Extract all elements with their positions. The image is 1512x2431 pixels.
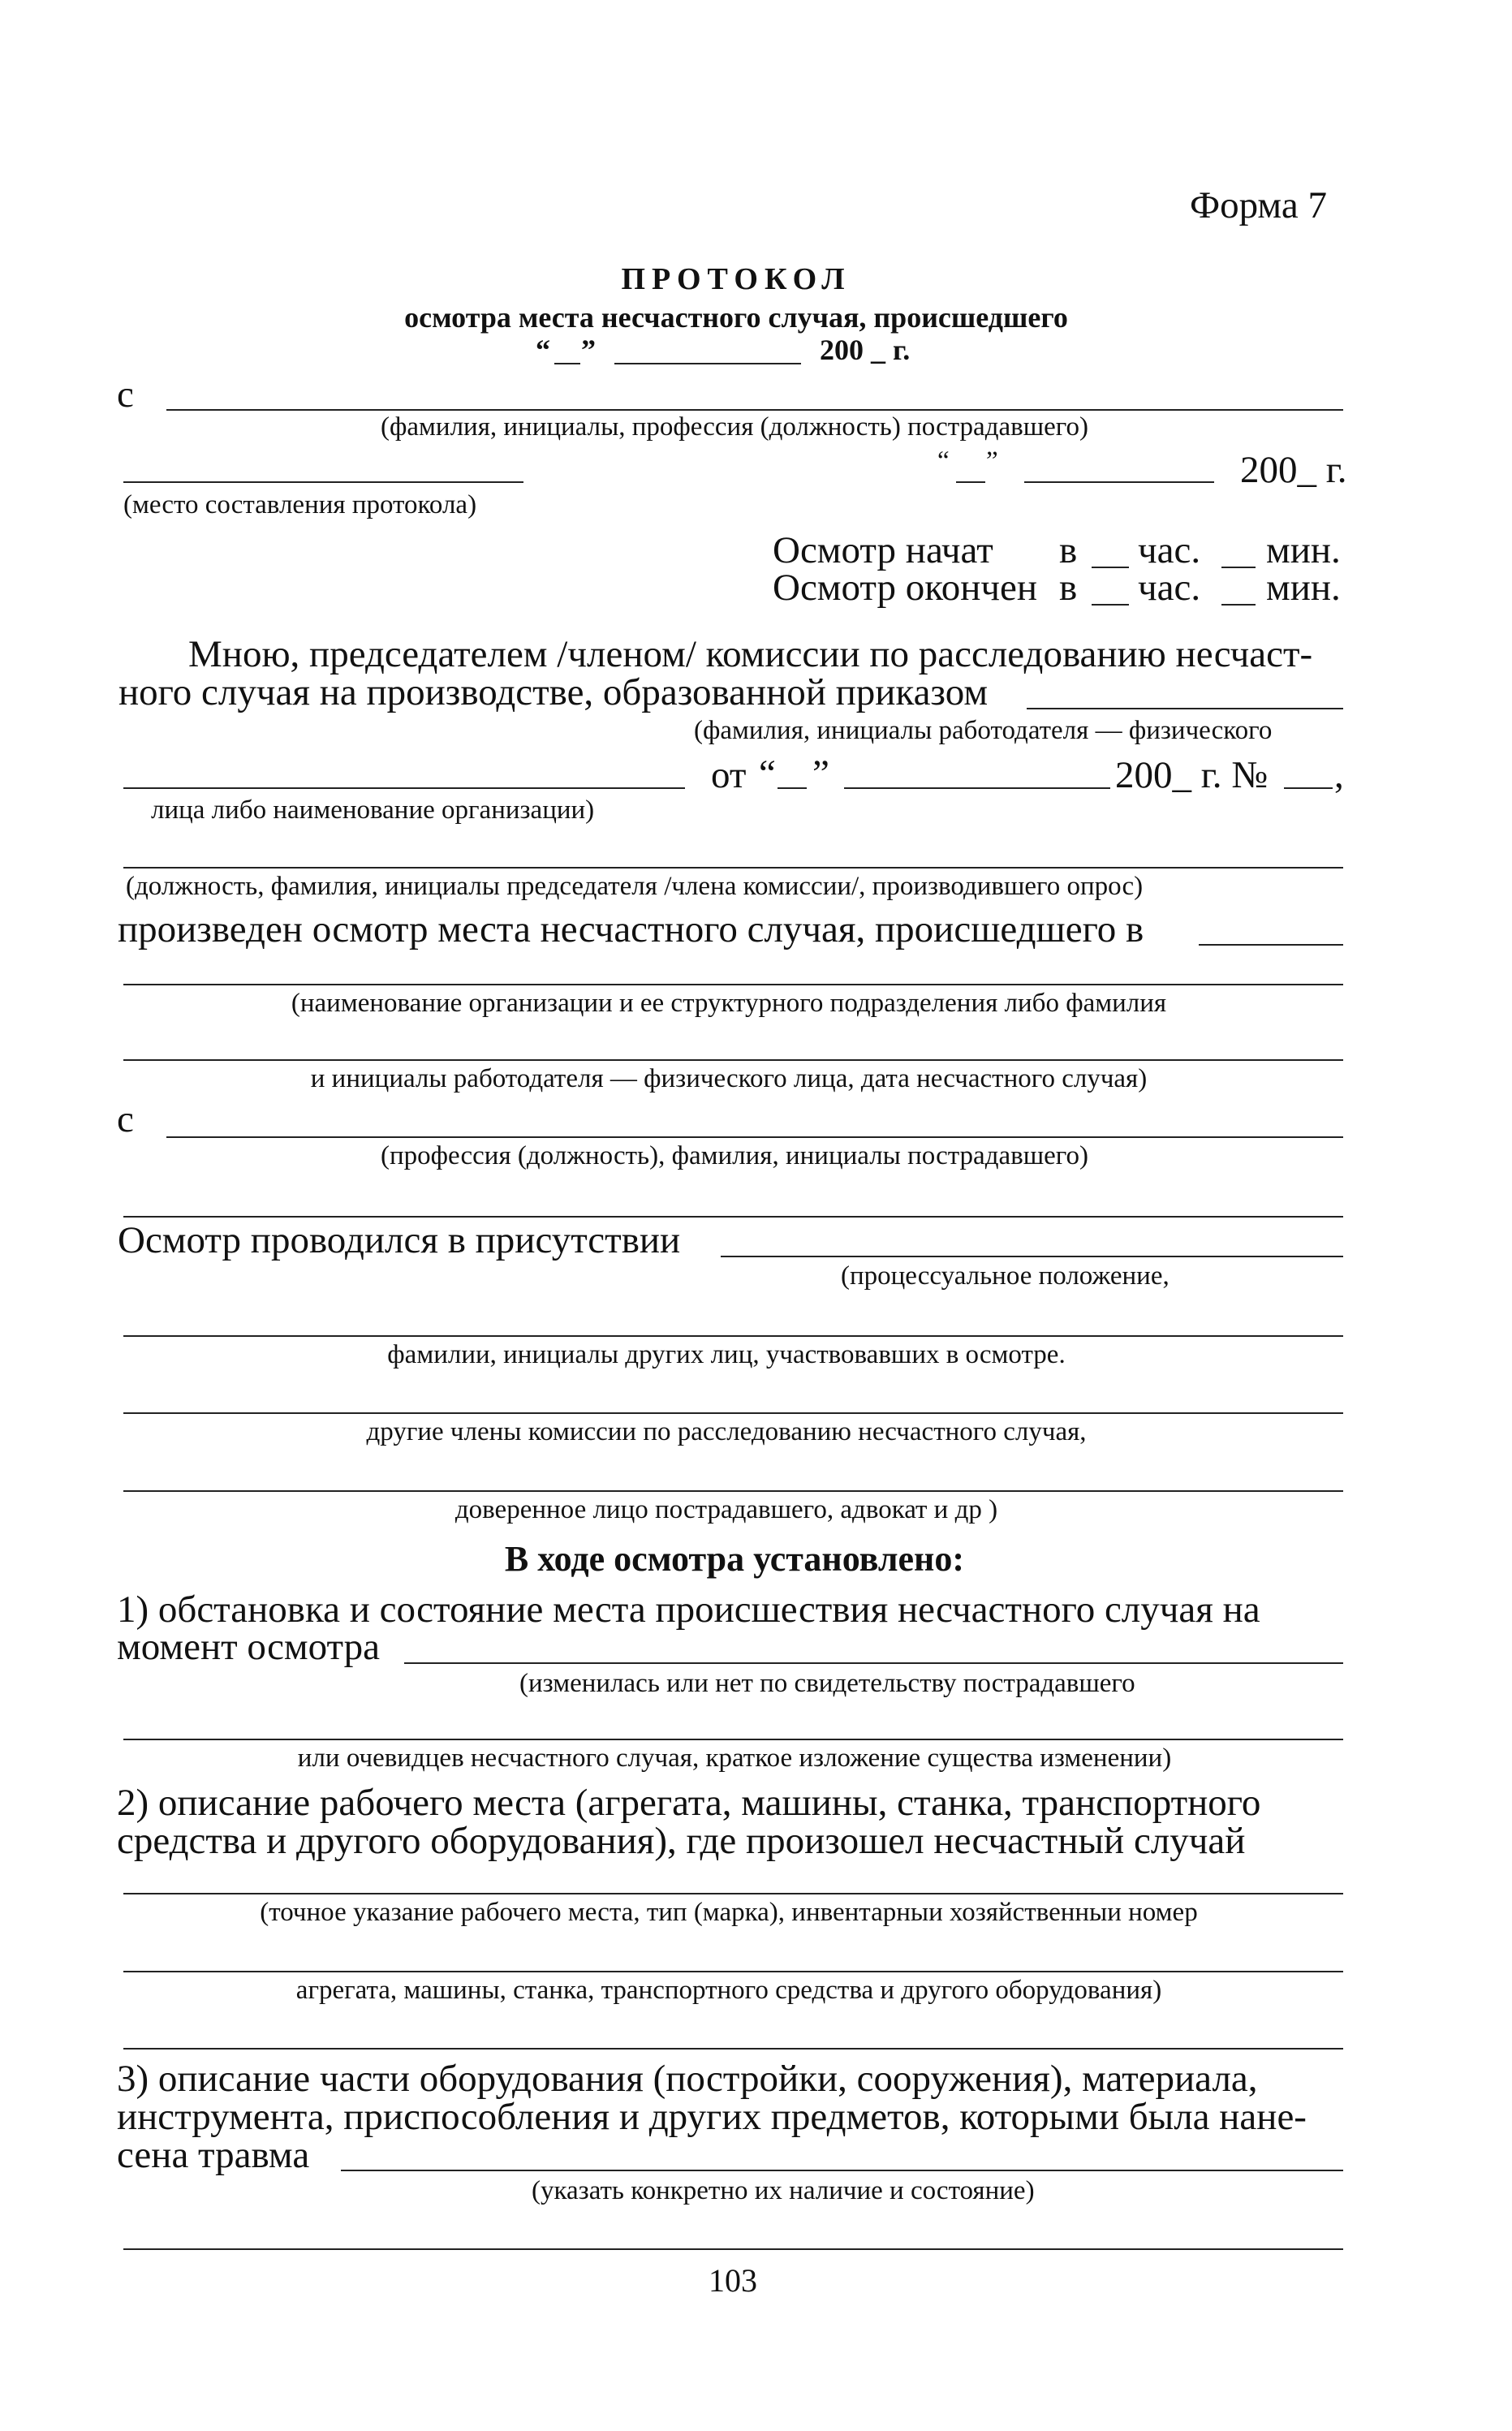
presence-blank3[interactable] xyxy=(123,1412,1343,1414)
start-minutes-label: мин. xyxy=(1266,529,1341,571)
hint-item2-a: (точное указание рабочего места, тип (марка), инвентарныи хозяйственныи номер xyxy=(260,1898,1198,1927)
end-hours-label: час. xyxy=(1138,567,1201,609)
hint-item3: (указать конкретно их наличие и состояние) xyxy=(532,2176,1035,2205)
hint-presence3: другие члены комиссии по расследованию несчастного случая, xyxy=(366,1417,1087,1446)
order-day-blank[interactable] xyxy=(778,787,807,789)
item2-line2: средства и другого оборудования), где произошел несчастный случай xyxy=(117,1820,1246,1862)
order-from: от xyxy=(711,754,747,796)
order-month-blank[interactable] xyxy=(844,787,1110,789)
order-number-blank[interactable] xyxy=(1284,787,1333,789)
performed-line: произведен осмотр места несчастного случая, происшедшего в xyxy=(118,908,1144,950)
item3-blank2[interactable] xyxy=(123,2248,1343,2250)
document-subtitle: осмотра места несчастного случая, происшедшего xyxy=(404,301,1068,334)
victim-blank2[interactable] xyxy=(166,1136,1343,1138)
item1-blank2[interactable] xyxy=(123,1739,1343,1740)
inspection-start-label: Осмотр начат xyxy=(773,529,993,571)
with-letter2: с xyxy=(117,1098,134,1140)
item3-line1: 3) описание части оборудования (постройки, сооружения), материала, xyxy=(117,2058,1258,2100)
date-year: 200 _ г. xyxy=(820,334,911,366)
employer-blank[interactable] xyxy=(123,787,685,789)
compile-day-blank[interactable] xyxy=(956,481,985,483)
compile-close-quote: ” xyxy=(986,446,998,476)
item1-blank[interactable] xyxy=(404,1662,1343,1664)
hint-presence4: доверенное лицо пострадавшего, адвокат и др ) xyxy=(454,1495,998,1524)
end-minutes-label: мин. xyxy=(1266,567,1341,609)
para1-line2: ного случая на производстве, образованной приказом xyxy=(118,671,989,713)
hint-item1-a: (изменилась или нет по свидетельству пострадавшего xyxy=(519,1669,1135,1698)
item3-line3: сена травма xyxy=(117,2134,310,2176)
start-at: в xyxy=(1059,529,1078,571)
hint-victim: (фамилия, инициалы, профессия (должность) пострадавшего) xyxy=(381,412,1088,442)
hint-employer2: лица либо наименование организации) xyxy=(151,795,595,825)
hint-item1-b: или очевидцев несчастного случая, краткое изложение существа изменении) xyxy=(297,1744,1172,1773)
performed-blank[interactable] xyxy=(1199,944,1343,946)
compile-month-blank[interactable] xyxy=(1024,481,1214,483)
inspection-end-label: Осмотр окончен xyxy=(773,567,1038,609)
hint-org2: и инициалы работодателя — физического лица, дата несчастного случая) xyxy=(310,1064,1148,1093)
hint-chairman: (должность, фамилия, инициалы председателя /члена комиссии/, производившего опрос) xyxy=(126,872,1144,901)
end-at: в xyxy=(1059,567,1078,609)
item1-line2: момент осмотра xyxy=(117,1626,381,1668)
para1-line1: Мною, председателем /членом/ комиссии по расследованию несчаст- xyxy=(188,633,1313,675)
presence-top-blank[interactable] xyxy=(123,1216,1343,1218)
start-hours-blank[interactable] xyxy=(1092,567,1129,568)
order-comma: , xyxy=(1334,754,1344,796)
item3-blank[interactable] xyxy=(341,2170,1343,2171)
hint-presence2: фамилии, инициалы других лиц, участвовавших в осмотре. xyxy=(387,1340,1066,1369)
item2-line1: 2) описание рабочего места (агрегата, машины, станка, транспортного xyxy=(117,1782,1261,1824)
date-close-quote: ” xyxy=(581,334,596,366)
document-title: ПРОТОКОЛ xyxy=(621,262,851,296)
hint-presence1: (процессуальное положение, xyxy=(841,1261,1170,1291)
hint-employer1: (фамилия, инициалы работодателя — физического xyxy=(694,716,1273,745)
start-hours-label: час. xyxy=(1138,529,1201,571)
item1-line1: 1) обстановка и состояние места происшествия несчастного случая на xyxy=(117,1588,1260,1631)
order-close-quote: ” xyxy=(812,752,829,795)
page-number: 103 xyxy=(709,2262,757,2299)
form-label: Форма 7 xyxy=(1190,184,1327,226)
date-open-quote: “ xyxy=(536,334,550,366)
presence-blank2[interactable] xyxy=(123,1335,1343,1337)
order-blank[interactable] xyxy=(1027,708,1343,709)
order-year: 200_ г. № xyxy=(1115,754,1269,796)
order-open-quote: “ xyxy=(759,752,776,795)
hint-item2-b: агрегата, машины, станка, транспортного средства и другого оборудования) xyxy=(295,1976,1162,2005)
presence-blank4[interactable] xyxy=(123,1490,1343,1492)
compile-year: 200_ г. xyxy=(1240,449,1347,491)
compile-open-quote: “ xyxy=(937,446,950,476)
chairman-blank[interactable] xyxy=(123,867,1343,869)
end-minutes-blank[interactable] xyxy=(1221,604,1256,606)
victim-blank[interactable] xyxy=(166,409,1343,411)
presence-blank[interactable] xyxy=(721,1256,1343,1257)
established-heading: В ходе осмотра установлено: xyxy=(504,1539,965,1579)
item2-blank3[interactable] xyxy=(123,2048,1343,2050)
hint-place: (место составления протокола) xyxy=(123,490,477,519)
item2-blank2[interactable] xyxy=(123,1971,1343,1972)
org-blank1[interactable] xyxy=(123,984,1343,985)
item2-blank[interactable] xyxy=(123,1893,1343,1894)
date-day-blank[interactable] xyxy=(554,363,580,364)
presence-line: Осмотр проводился в присутствии xyxy=(118,1219,681,1261)
end-hours-blank[interactable] xyxy=(1092,604,1129,606)
hint-org1: (наименование организации и ее структурного подразделения либо фамилия xyxy=(291,989,1167,1018)
hint-victim2: (профессия (должность), фамилия, инициалы пострадавшего) xyxy=(381,1141,1088,1170)
org-blank2[interactable] xyxy=(123,1059,1343,1061)
place-blank[interactable] xyxy=(123,481,523,483)
item3-line2: инструмента, приспособления и других предметов, которыми была нане- xyxy=(117,2096,1307,2138)
date-month-blank[interactable] xyxy=(614,363,801,364)
start-minutes-blank[interactable] xyxy=(1221,567,1256,568)
with-letter: с xyxy=(117,373,134,416)
